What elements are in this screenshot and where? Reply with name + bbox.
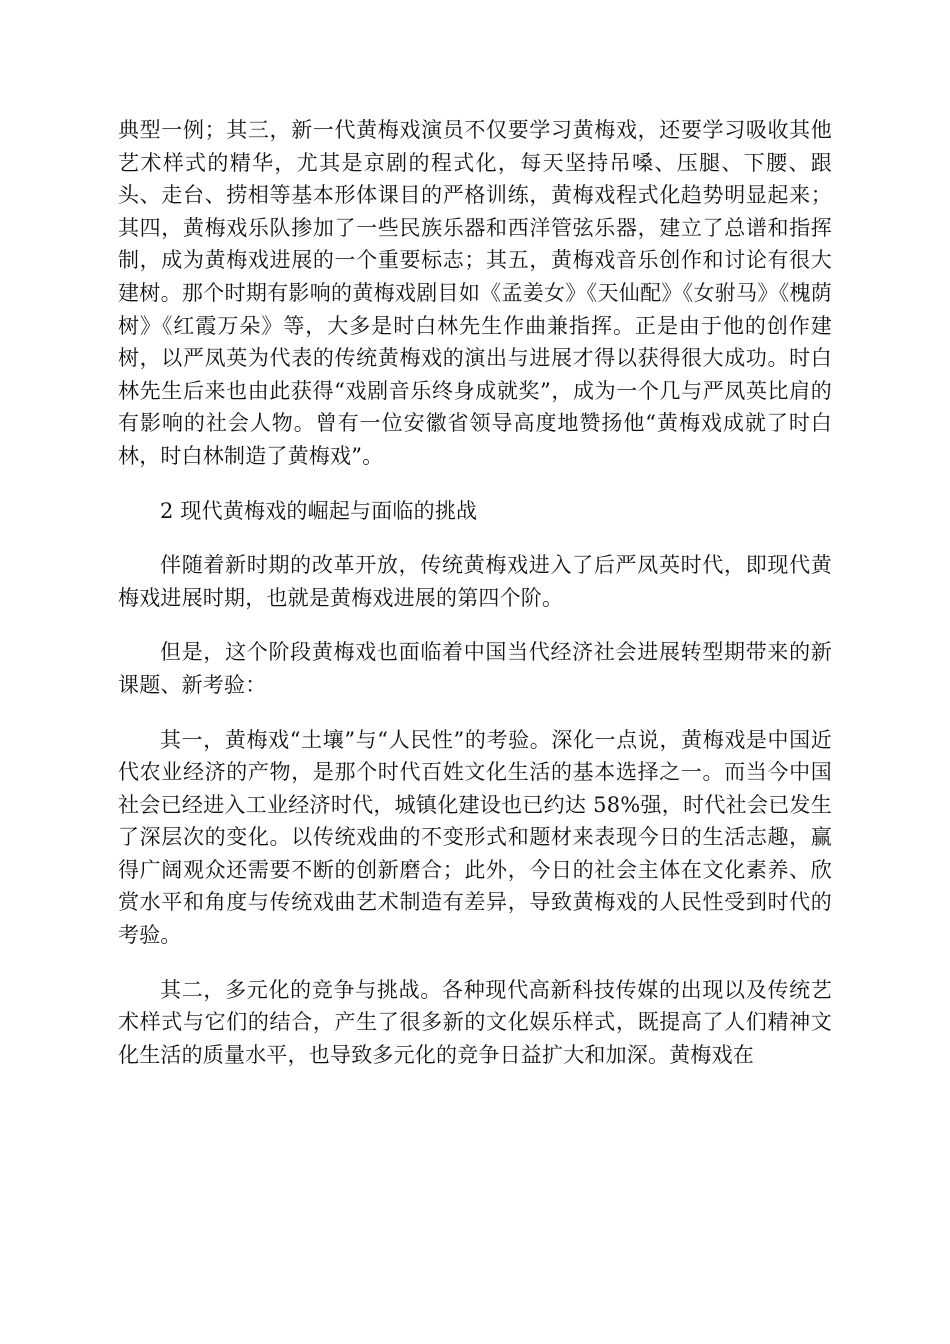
paragraph-new-era: 伴随着新时期的改革开放，传统黄梅戏进入了后严凤英时代，即现代黄梅戏进展时期，也就是黄梅戏进展的第四个阶。 <box>118 553 832 610</box>
section-heading: 2 现代黄梅戏的崛起与面临的挑战 <box>160 498 478 523</box>
paragraph-challenges-intro: 但是，这个阶段黄梅戏也面临着中国当代经济社会进展转型期带来的新课题、新考验： <box>118 640 832 697</box>
paragraph-challenge-two: 其二，多元化的竞争与挑战。各种现代高新科技传媒的出现以及传统艺术样式与它们的结合，产生了很多新的文化娱乐样式，既提高了人们精神文化生活的质量水平，也导致多元化的竞争日益扩大和加深。黄梅戏在 <box>118 977 832 1067</box>
paragraph-challenge-one: 其一，黄梅戏“土壤”与“人民性”的考验。深化一点说，黄梅戏是中国近代农业经济的产物，是那个时代百姓文化生活的基本选择之一。而当今中国社会已经进入工业经济时代，城镇化建设也已约达 58%强，时代社会已发生了深层次的变化。以传统戏曲的不变形式和题材来表现今日的生活志趣，赢得广阔观众还需要不断的创新磨合；此外，今日的社会主体在文化素养、欣赏水平和角度与传统戏曲艺术制造有差异，导致黄梅戏的人民性受到时代的考验。 <box>118 727 832 948</box>
document-body <box>118 114 832 1093</box>
paragraph-opera-development: 典型一例；其三，新一代黄梅戏演员不仅要学习黄梅戏，还要学习吸收其他艺术样式的精华，尤其是京剧的程式化，每天坚持吊嗓、压腿、下腰、跟头、走台、捞相等基本形体课目的严格训练，黄梅戏程式化趋势明显起来；其四，黄梅戏乐队掺加了一些民族乐器和西洋管弦乐器，建立了总谱和指挥制，成为黄梅戏进展的一个重要标志；其五，黄梅戏音乐创作和讨论有很大建树。那个时期有影响的黄梅戏剧目如《孟姜女》《天仙配》《女驸马》《槐荫树》《红霞万朵》等，大多是时白林先生作曲兼指挥。正是由于他的创作建树，以严凤英为代表的传统黄梅戏的演出与进展才得以获得很大成功。时白林先生后来也由此获得“戏剧音乐终身成就奖”，成为一个几与严凤英比肩的有影响的社会人物。曾有一位安徽省领导高度地赞扬他“黄梅戏成就了时白林，时白林制造了黄梅戏”。 <box>118 118 832 468</box>
